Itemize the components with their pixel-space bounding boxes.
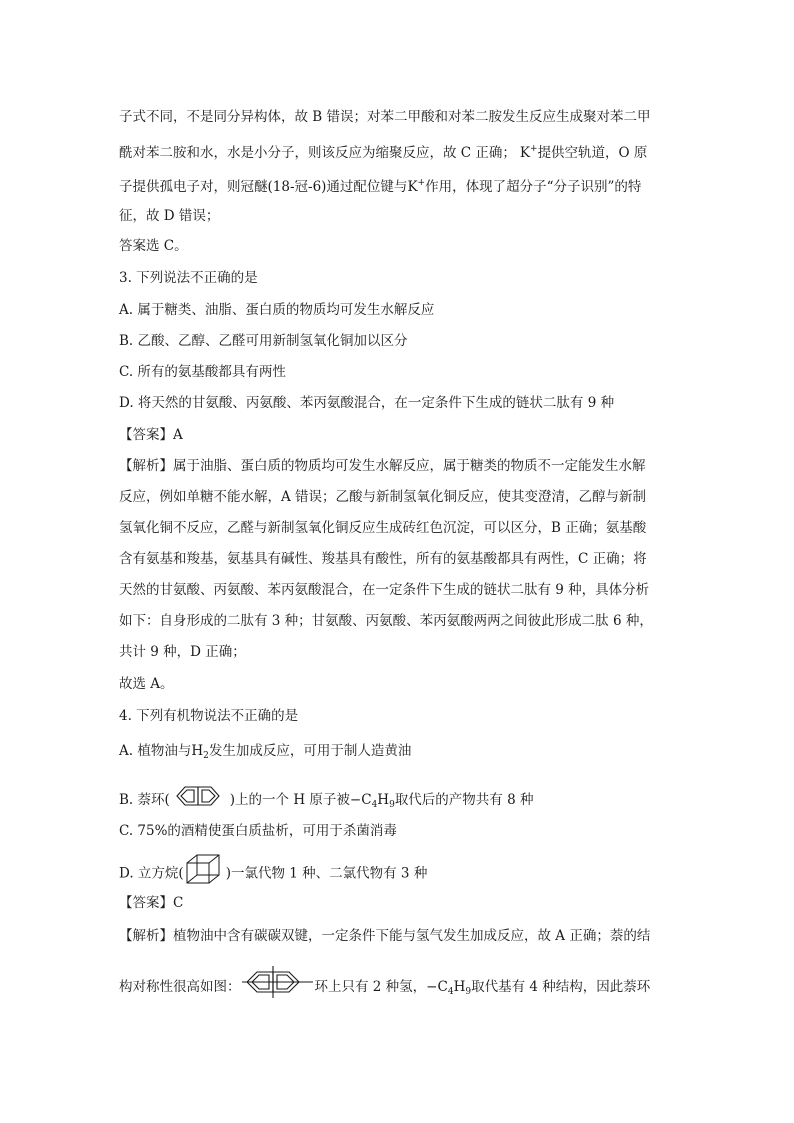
text-line: 征，故 D 错误；	[119, 208, 220, 224]
question-stem: 3. 下列说法不正确的是	[119, 270, 258, 286]
option-b: B. 乙酸、乙醇、乙醛可用新制氢氧化铜加以区分	[119, 333, 408, 349]
analysis-line: 氢氧化铜不反应，乙醛与新制氢氧化铜反应生成砖红色沉淀，可以区分，B 正确；氨基酸	[119, 520, 647, 536]
text-line: 子式不同，不是同分异构体，故 B 错误；对苯二甲酸和对苯二胺发生反应生成聚对苯二甲	[119, 109, 651, 125]
text-segment: 酰对苯二胺和水，水是小分子，则该反应为缩聚反应，故 C 正确；	[119, 145, 516, 161]
text-segment: 子提供孤电子对，则冠醚(18-冠-6)通过配位键与	[119, 179, 408, 195]
analysis-line: 天然的甘氨酸、丙氨酸、苯丙氨酸混合，在一定条件下生成的链状二肽有 9 种，具体分析	[119, 582, 650, 598]
analysis-line: 如下：自身形成的二肽有 3 种；甘氨酸、丙氨酸、苯丙氨酸两两之间彼此形成二肽 6 种，	[119, 613, 653, 629]
text-segment: 提供空轨道，O 原	[537, 145, 648, 161]
naphthalene-structure-icon	[170, 783, 230, 818]
analysis-line: 共计 9 种，D 正确；	[119, 644, 246, 660]
option-c: C. 75%的酒精使蛋白质盐析，可用于杀菌消毒	[119, 823, 397, 839]
potassium-symbol: K+	[407, 178, 426, 195]
butyl-group-formula: $-C_4H_9$	[349, 792, 395, 810]
option-a: A. 植物油与$H_2$发生加成反应，可用于制人造黄油	[119, 743, 412, 761]
potassium-symbol: K+	[519, 144, 538, 161]
butyl-group-formula: $-C_4H_9$	[426, 979, 472, 997]
text-segment: 作用，体现了超分子“分子识别”的特	[425, 179, 642, 195]
analysis-line: 反应，例如单糖不能水解，A 错误；乙酸与新制氢氧化铜反应，使其变澄清，乙醇与新制	[119, 489, 647, 505]
option-d: D. 将天然的甘氨酸、丙氨酸、苯丙氨酸混合，在一定条件下生成的链状二肽有 9 种	[119, 395, 615, 411]
hydrogen-formula: $H_2$	[191, 743, 209, 761]
option-c: C. 所有的氨基酸都具有两性	[119, 364, 286, 380]
answer-label: 【答案】C	[119, 895, 184, 911]
answer-label: 【答案】A	[119, 427, 183, 443]
option-b: B. 萘环( )上的一个 H 原子被$-C_4H_9$取代后的产物共有 8 种	[119, 783, 533, 818]
naphthalene-symmetry-icon	[241, 965, 315, 1010]
text-line: 答案选 C。	[119, 238, 188, 254]
analysis-line: 构对称性很高如图： 环上只有 2 种氢，$-C_4H_9$取代基有 4 种结构，因此萘环	[119, 965, 650, 1010]
analysis-line: 故选 A。	[119, 676, 174, 692]
analysis-line: 【解析】植物油中含有碳碳双键，一定条件下能与氢气发生加成反应，故 A 正确；萘的结	[119, 928, 651, 944]
option-a: A. 属于糖类、油脂、蛋白质的物质均可发生水解反应	[119, 302, 435, 318]
option-d: D. 立方烷( )一氯代物 1 种、二氯代物有 3 种	[119, 853, 427, 895]
analysis-line: 含有氨基和羧基，氨基具有碱性、羧基具有酸性，所有的氨基酸都具有两性，C 正确；将	[119, 551, 647, 567]
question-stem: 4. 下列有机物说法不正确的是	[119, 708, 299, 724]
text-line	[119, 139, 647, 163]
text-line	[119, 173, 641, 197]
cubane-structure-icon	[184, 853, 226, 895]
analysis-line: 【解析】属于油脂、蛋白质的物质均可发生水解反应，属于糖类的物质不一定能发生水解	[119, 458, 646, 474]
